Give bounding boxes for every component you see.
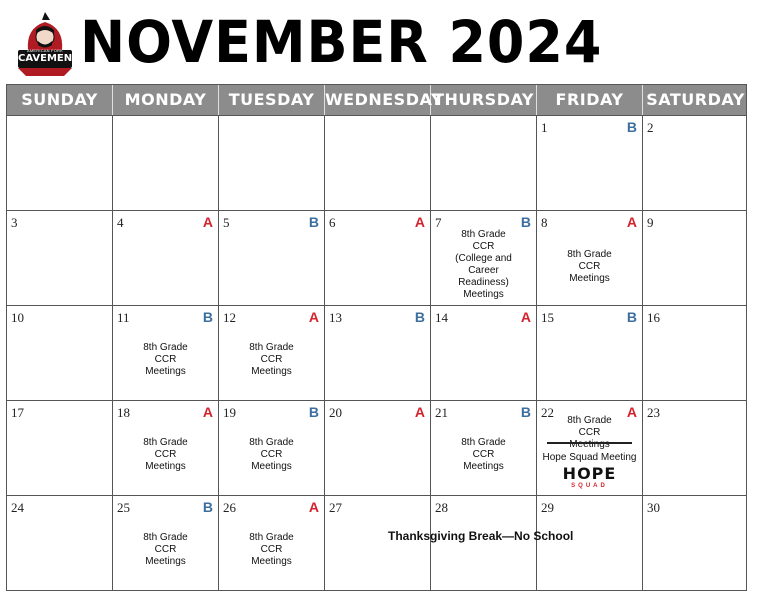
day-number: 13 <box>329 310 342 325</box>
day-number: 6 <box>329 215 336 230</box>
day-number: 24 <box>11 500 24 515</box>
day-cell-29 <box>537 496 643 591</box>
event-text: 8th Grade CCR Meetings <box>461 437 506 472</box>
day-cell-12 <box>219 306 325 400</box>
day-number: 26 <box>223 500 236 515</box>
day-number: 1 <box>541 120 548 135</box>
day-number: 17 <box>11 405 24 420</box>
day-number: 20 <box>329 405 342 420</box>
day-cell-22 <box>537 401 643 495</box>
day-number: 30 <box>647 500 660 515</box>
weekday-thursday: THURSDAY <box>431 85 537 115</box>
day-number: 18 <box>117 405 130 420</box>
day-cell-21 <box>431 401 537 495</box>
weekday-friday: FRIDAY <box>537 85 643 115</box>
day-number: 22 <box>541 405 554 420</box>
day-cell-16 <box>643 306 748 400</box>
empty-day-cell <box>325 116 431 210</box>
day-cell-25 <box>113 496 219 591</box>
day-type-badge: B <box>202 499 213 515</box>
day-cell-6 <box>325 211 431 305</box>
day-number: 4 <box>117 215 124 230</box>
day-number: 3 <box>11 215 18 230</box>
day-number: 25 <box>117 500 130 515</box>
thanksgiving-break-note: Thanksgiving Break—No School <box>388 529 574 543</box>
day-number: 23 <box>647 405 660 420</box>
day-type-badge: B <box>520 214 531 230</box>
hope-squad-logo <box>537 466 642 490</box>
day-number: 19 <box>223 405 236 420</box>
event-text: 8th Grade CCR Meetings <box>567 415 612 450</box>
day-type-badge: A <box>202 214 213 230</box>
day-cell-24 <box>7 496 113 591</box>
day-cell-3 <box>7 211 113 305</box>
day-type-badge: A <box>202 404 213 420</box>
day-number: 12 <box>223 310 236 325</box>
empty-day-cell <box>431 116 537 210</box>
weekday-sunday: SUNDAY <box>7 85 113 115</box>
event-text: 8th Grade CCR (College and Career Readiness) Meetings <box>455 229 512 300</box>
empty-day-cell <box>113 116 219 210</box>
day-type-badge: B <box>308 214 319 230</box>
day-number: 7 <box>435 215 442 230</box>
day-type-badge: B <box>626 119 637 135</box>
school-logo <box>14 10 76 80</box>
event-text: 8th Grade CCR Meetings <box>249 437 294 472</box>
day-type-badge: B <box>308 404 319 420</box>
logo-top-text: AMERICAN FORK <box>27 48 63 53</box>
day-type-badge: A <box>520 309 531 325</box>
event-text: 8th Grade CCR Meetings <box>249 532 294 567</box>
empty-day-cell <box>219 116 325 210</box>
weekday-header <box>7 85 746 116</box>
day-type-badge: B <box>520 404 531 420</box>
day-number: 11 <box>117 310 130 325</box>
day-number: 29 <box>541 500 554 515</box>
event-text: 8th Grade CCR Meetings <box>249 342 294 377</box>
caveman-mascot-icon <box>14 10 76 80</box>
event-text: 8th Grade CCR Meetings <box>143 437 188 472</box>
day-number: 21 <box>435 405 448 420</box>
week-row <box>7 306 746 401</box>
day-type-badge: B <box>202 309 213 325</box>
day-number: 14 <box>435 310 448 325</box>
weekday-monday: MONDAY <box>113 85 219 115</box>
day-cell-4 <box>113 211 219 305</box>
week-row <box>7 496 746 591</box>
day-type-badge: B <box>626 309 637 325</box>
week-row <box>7 401 746 496</box>
day-cell-28 <box>431 496 537 591</box>
day-cell-8 <box>537 211 643 305</box>
weekday-saturday: SATURDAY <box>646 90 745 109</box>
divider <box>547 442 632 444</box>
empty-day-cell <box>7 116 113 210</box>
event-text: 8th Grade CCR Meetings <box>143 532 188 567</box>
day-type-badge: A <box>414 404 425 420</box>
day-cell-17 <box>7 401 113 495</box>
weekday-tuesday: TUESDAY <box>219 85 325 115</box>
week-row <box>7 211 746 306</box>
day-cell-14 <box>431 306 537 400</box>
hope-logo-sub: SQUAD <box>571 483 608 489</box>
day-number: 5 <box>223 215 230 230</box>
day-number: 9 <box>647 215 654 230</box>
page-title: NOVEMBER 2024 <box>80 8 603 76</box>
day-cell-13 <box>325 306 431 400</box>
day-cell-20 <box>325 401 431 495</box>
day-type-badge: B <box>414 309 425 325</box>
day-cell-5 <box>219 211 325 305</box>
weekday-wednesday: WEDNESDAY <box>325 85 431 115</box>
day-type-badge: A <box>414 214 425 230</box>
day-cell-27 <box>325 496 431 591</box>
day-cell-10 <box>7 306 113 400</box>
day-cell-7 <box>431 211 537 305</box>
day-number: 15 <box>541 310 554 325</box>
day-type-badge: A <box>626 404 637 420</box>
logo-name: CAVEMEN <box>18 53 73 64</box>
day-cell-9 <box>643 211 748 305</box>
day-cell-15 <box>537 306 643 400</box>
day-number: 8 <box>541 215 548 230</box>
day-number: 2 <box>647 120 654 135</box>
day-type-badge: A <box>308 309 319 325</box>
week-row <box>7 116 746 211</box>
day-type-badge: A <box>308 499 319 515</box>
day-cell-2 <box>643 116 748 210</box>
day-cell-23 <box>643 401 748 495</box>
day-number: 16 <box>647 310 660 325</box>
day-cell-26 <box>219 496 325 591</box>
hope-logo-word: HOPE <box>562 464 617 483</box>
hope-squad-meeting-text: Hope Squad Meeting <box>542 452 637 463</box>
event-text: 8th Grade CCR Meetings <box>143 342 188 377</box>
event-text: 8th Grade CCR Meetings <box>567 249 612 284</box>
day-cell-30 <box>643 496 748 591</box>
day-number: 28 <box>435 500 448 515</box>
day-number: 27 <box>329 500 342 515</box>
day-cell-19 <box>219 401 325 495</box>
day-cell-1 <box>537 116 643 210</box>
day-type-badge: A <box>626 214 637 230</box>
day-cell-18 <box>113 401 219 495</box>
day-cell-11 <box>113 306 219 400</box>
day-number: 10 <box>11 310 24 325</box>
calendar-grid <box>6 84 747 591</box>
